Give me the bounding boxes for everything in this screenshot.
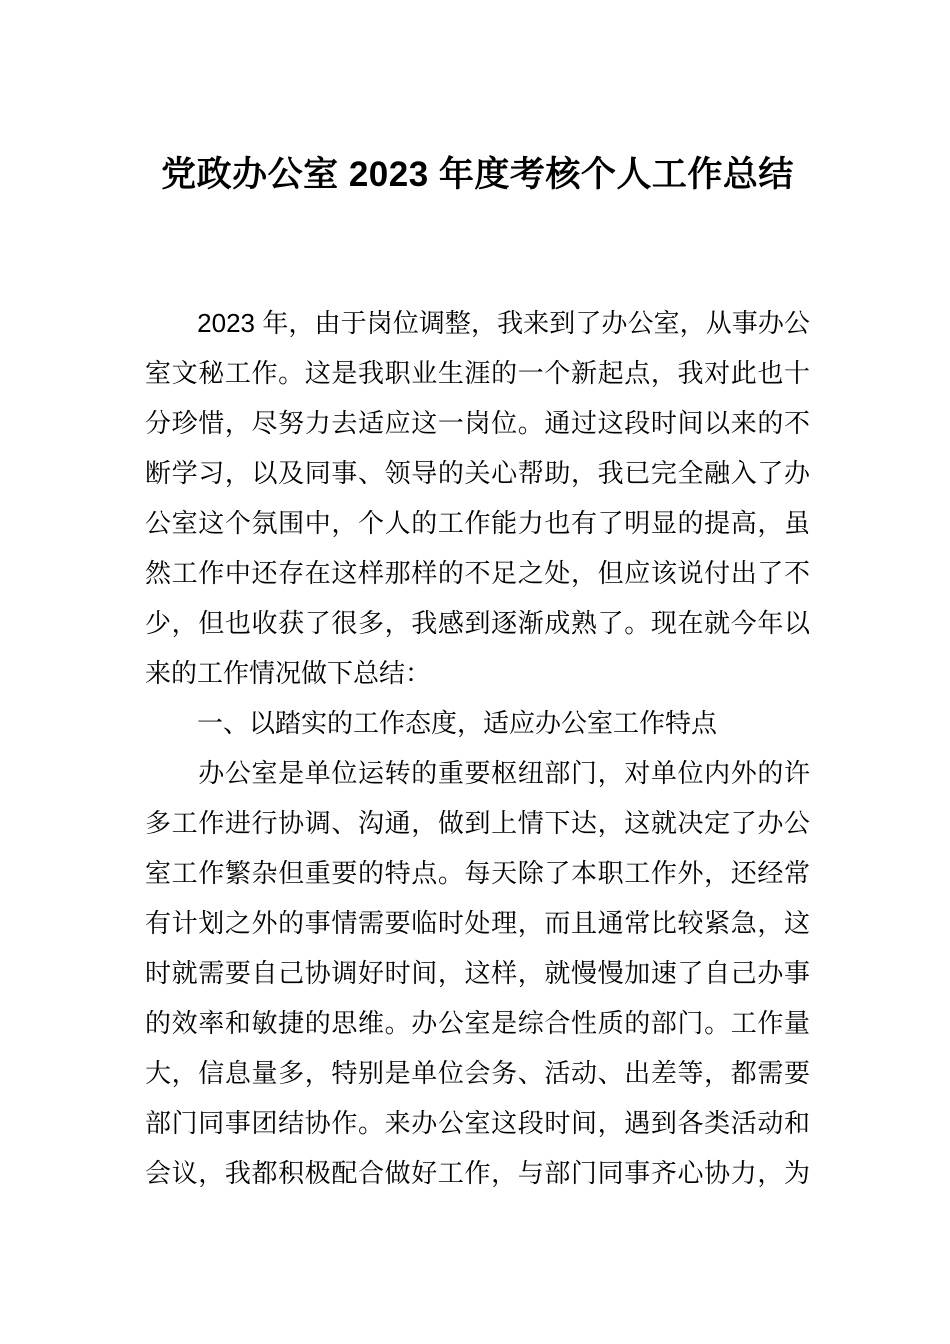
- text-line: 分珍惜，尽努力去适应这一岗位。通过这段时间以来的不: [145, 408, 810, 438]
- text-line: 室工作繁杂但重要的特点。每天除了本职工作外，还经常: [145, 858, 810, 888]
- text-line: 一、以踏实的工作态度，适应办公室工作特点: [145, 708, 718, 738]
- text-line: 来的工作情况做下总结：: [145, 658, 432, 688]
- text-line: 有计划之外的事情需要临时处理，而且通常比较紧急，这: [145, 908, 810, 938]
- text-line: 然工作中还存在这样那样的不足之处，但应该说付出了不: [145, 558, 810, 588]
- text-line: 少，但也收获了很多，我感到逐渐成熟了。现在就今年以: [145, 608, 810, 638]
- text-line: 的效率和敏捷的思维。办公室是综合性质的部门。工作量: [145, 1008, 810, 1038]
- text-line: 大，信息量多，特别是单位会务、活动、出差等，都需要: [145, 1058, 810, 1088]
- text-line: 断学习，以及同事、领导的关心帮助，我已完全融入了办: [145, 458, 810, 488]
- document-body: [145, 298, 810, 1198]
- document-title: 党政办公室 2023 年度考核个人工作总结: [161, 155, 794, 194]
- paragraph-section-1-body: [145, 748, 810, 1198]
- text-line: 部门同事团结协作。来办公室这段时间，遇到各类活动和: [145, 1108, 810, 1138]
- text-line: 会议，我都积极配合做好工作，与部门同事齐心协力，为: [145, 1158, 810, 1188]
- text-line: 多工作进行协调、沟通，做到上情下达，这就决定了办公: [145, 808, 810, 838]
- text-line: 时就需要自己协调好时间，这样，就慢慢加速了自己办事: [145, 958, 810, 988]
- paragraph-section-1-heading: [145, 698, 810, 748]
- text-line: 2023 年，由于岗位调整，我来到了办公室，从事办公: [145, 308, 810, 338]
- paragraph-intro: [145, 298, 810, 698]
- text-line: 办公室是单位运转的重要枢纽部门，对单位内外的许: [145, 758, 810, 788]
- text-line: 室文秘工作。这是我职业生涯的一个新起点，我对此也十: [145, 358, 810, 388]
- text-line: 公室这个氛围中，个人的工作能力也有了明显的提高，虽: [145, 508, 810, 538]
